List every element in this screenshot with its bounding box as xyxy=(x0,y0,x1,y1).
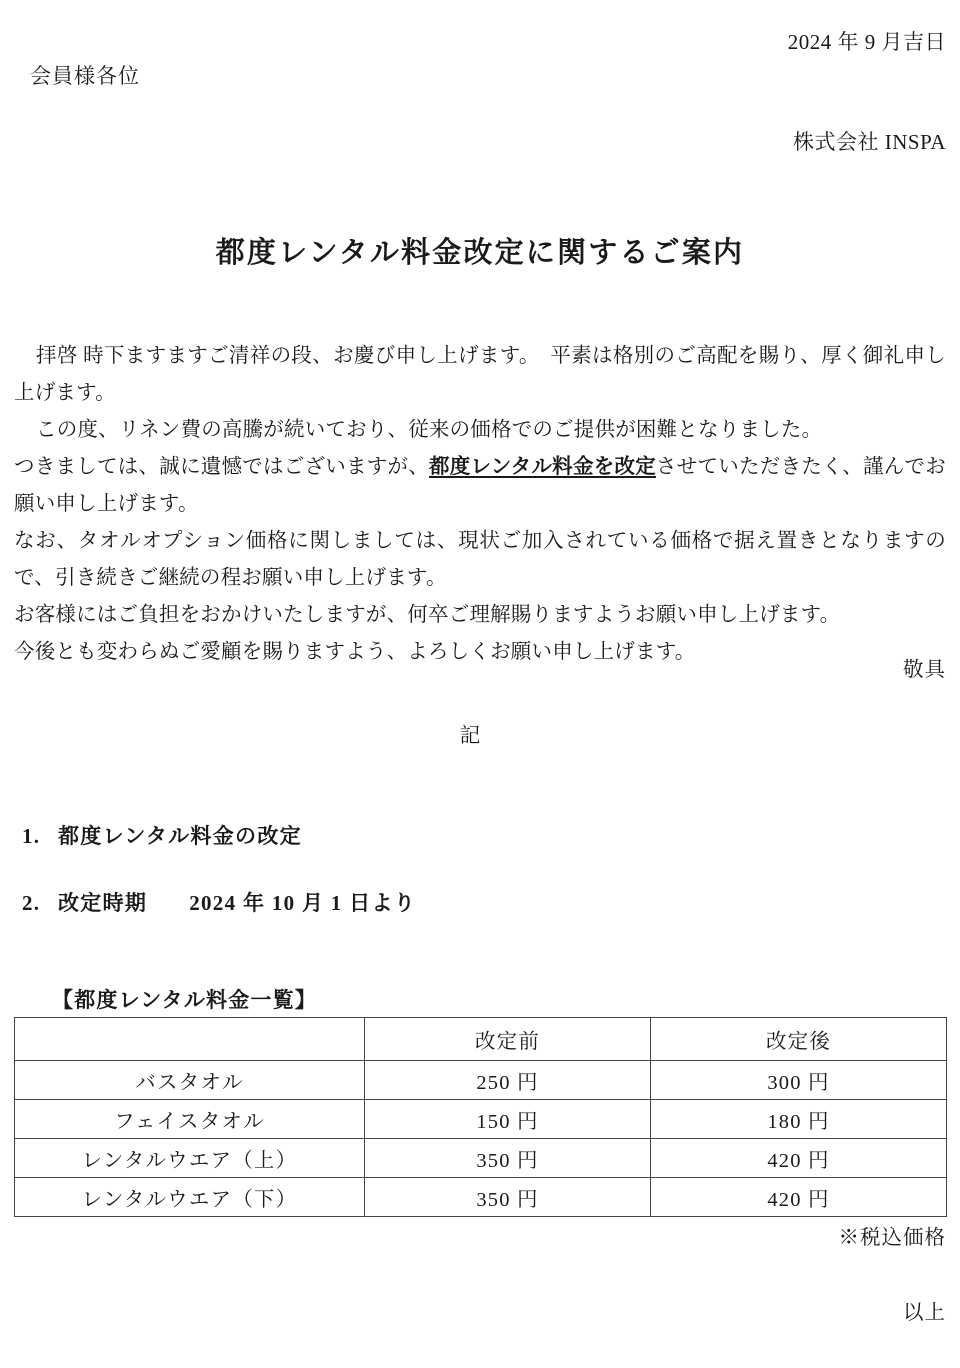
item-1-label: 都度レンタル料金の改定 xyxy=(58,824,302,848)
table-row xyxy=(15,1139,947,1178)
item-2-label: 改定時期 xyxy=(58,891,148,915)
body-paragraph-5: お客様にはご負担をおかけいたしますが、何卒ご理解賜りますようお願い申し上げます。 xyxy=(14,604,841,626)
tax-inclusive-note: ※税込価格 xyxy=(838,1227,946,1249)
row-item-name: レンタルウエア（上） xyxy=(15,1139,365,1178)
row-item-name: フェイスタオル xyxy=(15,1100,365,1139)
body-paragraph-2: この度、リネン費の高騰が続いており、従来の価格でのご提供が困難となりました。 xyxy=(36,419,823,441)
numbered-item-2 xyxy=(22,887,416,917)
body-paragraph-1: 拝啓 時下ますますご清祥の段、お慶び申し上げます。 平素は格別のご高配を賜り、厚く御礼申し上げます。 xyxy=(14,345,946,404)
document-title: 都度レンタル料金改定に関するご案内 xyxy=(215,237,745,269)
table-row xyxy=(15,1178,947,1217)
emphasized-phrase: 都度レンタル料金を改定 xyxy=(429,456,656,478)
row-price-after: 180 円 xyxy=(651,1100,947,1139)
document-date: 2024 年 9 月吉日 xyxy=(787,30,946,54)
row-price-after: 300 円 xyxy=(651,1061,947,1100)
body-paragraph-3 xyxy=(14,449,946,523)
row-price-after: 420 円 xyxy=(651,1139,947,1178)
row-price-before: 350 円 xyxy=(365,1139,651,1178)
row-item-name: バスタオル xyxy=(15,1061,365,1100)
recipient-line: 会員様各位 xyxy=(30,64,140,88)
row-price-after: 420 円 xyxy=(651,1178,947,1217)
price-table-caption: 【都度レンタル料金一覧】 xyxy=(52,988,318,1012)
note-marker: 記 xyxy=(459,725,481,747)
row-price-before: 150 円 xyxy=(365,1100,651,1139)
numbered-item-1 xyxy=(22,820,302,850)
body-paragraph-4: なお、タオルオプション価格に関しましては、現状ご加入されている価格で据え置きとなりますので、引き続きご継続の程お願い申し上げます。 xyxy=(14,530,946,589)
table-header-before: 改定前 xyxy=(365,1018,651,1061)
row-item-name: レンタルウエア（下） xyxy=(15,1178,365,1217)
table-header-item xyxy=(15,1018,365,1061)
table-row xyxy=(15,1061,947,1100)
row-price-before: 250 円 xyxy=(365,1061,651,1100)
item-1-number: 1. xyxy=(22,824,41,848)
table-header-row xyxy=(15,1018,947,1061)
table-header-after: 改定後 xyxy=(651,1018,947,1061)
item-2-number: 2. xyxy=(22,891,41,915)
table-row xyxy=(15,1100,947,1139)
item-2-value: 2024 年 10 月 1 日より xyxy=(189,891,417,915)
paragraph-3-lead: つきましては、誠に遺憾ではございますが、 xyxy=(14,456,430,478)
document-body xyxy=(14,338,946,671)
closing-salutation: 敬具 xyxy=(903,659,946,681)
row-price-before: 350 円 xyxy=(365,1178,651,1217)
end-mark: 以上 xyxy=(903,1302,946,1324)
company-name: 株式会社 INSPA xyxy=(792,130,946,154)
paragraph-3-tail: させていただきたく、謹んでお願い申し上げます。 xyxy=(14,456,947,515)
body-paragraph-6: 今後とも変わらぬご愛顧を賜りますよう、よろしくお願い申し上げます。 xyxy=(14,641,696,663)
price-table xyxy=(14,1017,947,1217)
